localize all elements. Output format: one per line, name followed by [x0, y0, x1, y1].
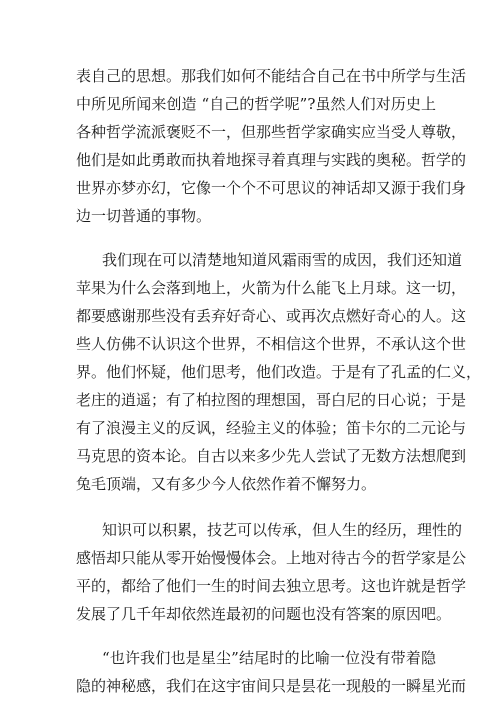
paragraph-2-line-2: 苹果为什么会落到地上，火箭为什么能飞上月球。这一切， — [76, 279, 467, 297]
paragraph-1-line-5: 世界亦梦亦幻，它像一个个不可思议的神话却又源于我们身 — [76, 179, 467, 197]
paragraph-3-line-2: 感悟却只能从零开始慢慢体会。上地对待古今的哲学家是公 — [76, 549, 467, 567]
paragraph-2-line-3: 都要感谢那些没有丢弃好奇心、或再次点燃好奇心的人。这 — [76, 307, 467, 325]
paragraph-3-line-1: 知识可以积累，技艺可以传承，但人生的经历，理性的 — [102, 521, 463, 539]
paragraph-2-line-9: 兔毛顶端，又有多少今人依然作着不懈努力。 — [76, 475, 377, 493]
paragraph-4-line-1: “也许我们也是星尘”结尾时的比喻一位没有带着隐 — [102, 649, 436, 667]
paragraph-2-line-7: 有了浪漫主义的反讽，经验主义的体验；笛卡尔的二元论与 — [76, 419, 467, 437]
paragraph-1-line-4: 他们是如此勇敢而执着地探寻着真理与实践的奥秘。哲学的 — [76, 151, 467, 169]
paragraph-1-line-6: 边一切普通的事物。 — [76, 207, 212, 225]
paragraph-2-line-6: 老庄的逍遥；有了柏拉图的理想国，哥白尼的日心说；于是 — [76, 391, 467, 409]
paragraph-2-line-4: 些人仿佛不认识这个世界，不相信这个世界，不承认这个世 — [76, 335, 467, 353]
paragraph-4-line-2: 隐的神秘感，我们在这宇宙间只是昙花一现般的一瞬星光而 — [76, 677, 467, 695]
paragraph-2-line-1: 我们现在可以清楚地知道风霜雨雪的成因，我们还知道 — [102, 251, 463, 269]
paragraph-3-line-4: 发展了几千年却依然连最初的问题也没有答案的原因吧。 — [76, 605, 452, 623]
paragraph-1-line-1: 表自己的思想。那我们如何不能结合自己在书中所学与生活 — [76, 67, 467, 85]
paragraph-2-line-5: 界。他们怀疑，他们思考，他们改造。于是有了孔孟的仁义， — [76, 363, 482, 381]
paragraph-3-line-3: 平的，都给了他们一生的时间去独立思考。这也许就是哲学 — [76, 577, 467, 595]
paragraph-2-line-8: 马克思的资本论。自古以来多少先人尝试了无数方法想爬到 — [76, 447, 467, 465]
paragraph-1-line-3: 各种哲学流派褒贬不一，但那些哲学家确实应当受人尊敬， — [76, 123, 467, 141]
paragraph-1-line-2: 中所见所闻来创造 “自己的哲学呢”?虽然人们对历史上 — [76, 95, 436, 113]
